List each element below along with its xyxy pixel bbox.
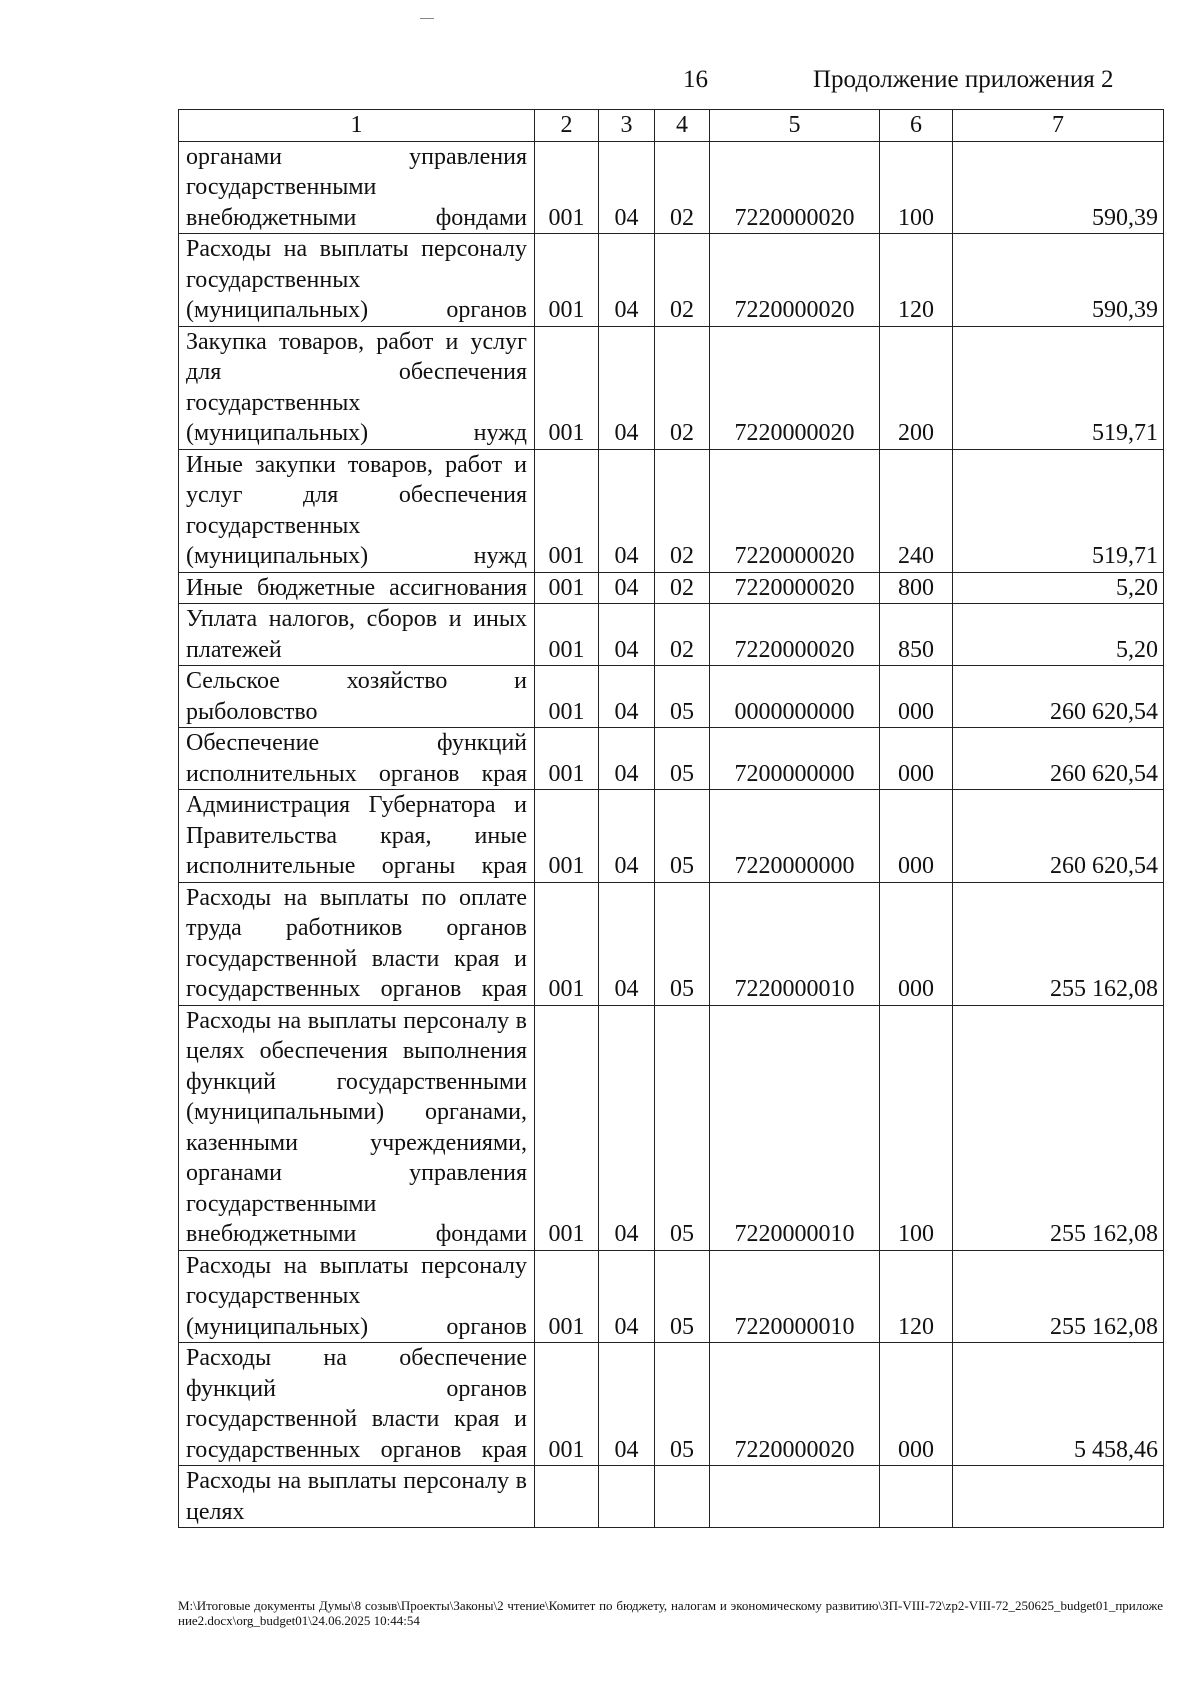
target-article-cell: 7220000020 bbox=[710, 1343, 880, 1466]
target-article-cell: 7220000010 bbox=[710, 882, 880, 1005]
section-code-cell bbox=[599, 1466, 655, 1528]
scan-mark bbox=[420, 18, 434, 19]
header-cell: 5 bbox=[710, 110, 880, 142]
subsection-code-cell: 05 bbox=[655, 1343, 710, 1466]
expense-type-cell: 000 bbox=[880, 882, 953, 1005]
table-row bbox=[179, 728, 1164, 790]
header-cell: 1 bbox=[179, 110, 535, 142]
expense-name-cell: Иные закупки товаров, работ и услуг для обеспечения государственных (муниципальных) нужд bbox=[179, 449, 535, 572]
header-cell: 4 bbox=[655, 110, 710, 142]
subsection-code-cell bbox=[655, 1466, 710, 1528]
expense-type-cell: 800 bbox=[880, 572, 953, 604]
subsection-code-cell: 05 bbox=[655, 1250, 710, 1343]
file-path-footer: M:\Итоговые документы Думы\8 созыв\Проекты\Законы\2 чтение\Комитет по бюджету, налогам и экономическому развитию\ЗП-VIII-72\zp2-VIII-72_250625_budget01_приложение2.docx\org_budget01\24.06.2025 10:44:54 bbox=[178, 1598, 1163, 1628]
target-article-cell: 7220000020 bbox=[710, 141, 880, 234]
target-article-cell: 0000000000 bbox=[710, 666, 880, 728]
amount-cell bbox=[953, 1466, 1164, 1528]
expense-type-cell: 100 bbox=[880, 141, 953, 234]
ministry-code-cell: 001 bbox=[535, 572, 599, 604]
ministry-code-cell: 001 bbox=[535, 1343, 599, 1466]
expense-name-cell: Иные бюджетные ассигнования bbox=[179, 572, 535, 604]
section-code-cell: 04 bbox=[599, 449, 655, 572]
table-row bbox=[179, 141, 1164, 234]
expense-name-cell: Расходы на выплаты персоналу государственных (муниципальных) органов bbox=[179, 1250, 535, 1343]
expense-type-cell: 000 bbox=[880, 1343, 953, 1466]
expense-name-cell: Обеспечение функций исполнительных органов края bbox=[179, 728, 535, 790]
subsection-code-cell: 05 bbox=[655, 666, 710, 728]
target-article-cell: 7220000010 bbox=[710, 1250, 880, 1343]
table-row bbox=[179, 572, 1164, 604]
table-row bbox=[179, 604, 1164, 666]
table-row bbox=[179, 790, 1164, 883]
amount-cell: 5 458,46 bbox=[953, 1343, 1164, 1466]
subsection-code-cell: 05 bbox=[655, 790, 710, 883]
section-code-cell: 04 bbox=[599, 790, 655, 883]
table-row bbox=[179, 449, 1164, 572]
header-cell: 2 bbox=[535, 110, 599, 142]
expense-type-cell: 850 bbox=[880, 604, 953, 666]
section-code-cell: 04 bbox=[599, 1005, 655, 1250]
target-article-cell: 7200000000 bbox=[710, 728, 880, 790]
page-number: 16 bbox=[683, 66, 708, 93]
expense-type-cell: 120 bbox=[880, 234, 953, 327]
target-article-cell: 7220000020 bbox=[710, 604, 880, 666]
table-row bbox=[179, 666, 1164, 728]
expense-type-cell: 200 bbox=[880, 326, 953, 449]
header-cell: 3 bbox=[599, 110, 655, 142]
section-code-cell: 04 bbox=[599, 728, 655, 790]
amount-cell: 260 620,54 bbox=[953, 666, 1164, 728]
subsection-code-cell: 05 bbox=[655, 882, 710, 1005]
subsection-code-cell: 05 bbox=[655, 1005, 710, 1250]
table-row bbox=[179, 234, 1164, 327]
subsection-code-cell: 02 bbox=[655, 234, 710, 327]
expense-name-cell: Уплата налогов, сборов и иных платежей bbox=[179, 604, 535, 666]
subsection-code-cell: 02 bbox=[655, 572, 710, 604]
header-cell: 6 bbox=[880, 110, 953, 142]
expense-name-cell: Сельское хозяйство и рыболовство bbox=[179, 666, 535, 728]
subsection-code-cell: 02 bbox=[655, 326, 710, 449]
expense-name-cell: Администрация Губернатора и Правительства края, иные исполнительные органы края bbox=[179, 790, 535, 883]
expense-type-cell: 000 bbox=[880, 666, 953, 728]
expense-name-cell: органами управления государственными внебюджетными фондами bbox=[179, 141, 535, 234]
expense-type-cell: 240 bbox=[880, 449, 953, 572]
section-code-cell: 04 bbox=[599, 326, 655, 449]
amount-cell: 590,39 bbox=[953, 141, 1164, 234]
expense-name-cell: Расходы на обеспечение функций органов государственной власти края и государственных органов края bbox=[179, 1343, 535, 1466]
section-code-cell: 04 bbox=[599, 141, 655, 234]
ministry-code-cell: 001 bbox=[535, 604, 599, 666]
header-row bbox=[179, 110, 1164, 142]
target-article-cell bbox=[710, 1466, 880, 1528]
subsection-code-cell: 02 bbox=[655, 604, 710, 666]
amount-cell: 519,71 bbox=[953, 326, 1164, 449]
expense-type-cell: 000 bbox=[880, 728, 953, 790]
amount-cell: 260 620,54 bbox=[953, 790, 1164, 883]
table-row bbox=[179, 1466, 1164, 1528]
expense-name-cell: Закупка товаров, работ и услуг для обеспечения государственных (муниципальных) нужд bbox=[179, 326, 535, 449]
ministry-code-cell: 001 bbox=[535, 326, 599, 449]
ministry-code-cell: 001 bbox=[535, 1005, 599, 1250]
ministry-code-cell: 001 bbox=[535, 1250, 599, 1343]
budget-table bbox=[178, 109, 1164, 1528]
ministry-code-cell: 001 bbox=[535, 141, 599, 234]
expense-name-cell: Расходы на выплаты персоналу государственных (муниципальных) органов bbox=[179, 234, 535, 327]
ministry-code-cell: 001 bbox=[535, 790, 599, 883]
ministry-code-cell: 001 bbox=[535, 728, 599, 790]
section-code-cell: 04 bbox=[599, 666, 655, 728]
amount-cell: 590,39 bbox=[953, 234, 1164, 327]
section-code-cell: 04 bbox=[599, 1343, 655, 1466]
ministry-code-cell: 001 bbox=[535, 666, 599, 728]
table-row bbox=[179, 1005, 1164, 1250]
target-article-cell: 7220000020 bbox=[710, 234, 880, 327]
section-code-cell: 04 bbox=[599, 572, 655, 604]
section-code-cell: 04 bbox=[599, 604, 655, 666]
amount-cell: 5,20 bbox=[953, 604, 1164, 666]
expense-name-cell: Расходы на выплаты персоналу в целях обеспечения выполнения функций государственными (муниципальными) органами, казенными учреждениями, органами управления государственными внебюджетными фондами bbox=[179, 1005, 535, 1250]
expense-type-cell bbox=[880, 1466, 953, 1528]
subsection-code-cell: 05 bbox=[655, 728, 710, 790]
ministry-code-cell: 001 bbox=[535, 234, 599, 327]
ministry-code-cell: 001 bbox=[535, 882, 599, 1005]
amount-cell: 255 162,08 bbox=[953, 1250, 1164, 1343]
header-cell: 7 bbox=[953, 110, 1164, 142]
ministry-code-cell: 001 bbox=[535, 449, 599, 572]
target-article-cell: 7220000020 bbox=[710, 572, 880, 604]
amount-cell: 255 162,08 bbox=[953, 882, 1164, 1005]
ministry-code-cell bbox=[535, 1466, 599, 1528]
amount-cell: 5,20 bbox=[953, 572, 1164, 604]
expense-name-cell: Расходы на выплаты персоналу в целях bbox=[179, 1466, 535, 1528]
target-article-cell: 7220000000 bbox=[710, 790, 880, 883]
expense-name-cell: Расходы на выплаты по оплате труда работников органов государственной власти края и государственных органов края bbox=[179, 882, 535, 1005]
table-row bbox=[179, 326, 1164, 449]
appendix-caption: Продолжение приложения 2 bbox=[813, 66, 1114, 93]
section-code-cell: 04 bbox=[599, 882, 655, 1005]
table-row bbox=[179, 882, 1164, 1005]
expense-type-cell: 000 bbox=[880, 790, 953, 883]
subsection-code-cell: 02 bbox=[655, 141, 710, 234]
section-code-cell: 04 bbox=[599, 234, 655, 327]
expense-type-cell: 100 bbox=[880, 1005, 953, 1250]
table-row bbox=[179, 1250, 1164, 1343]
subsection-code-cell: 02 bbox=[655, 449, 710, 572]
expense-type-cell: 120 bbox=[880, 1250, 953, 1343]
target-article-cell: 7220000020 bbox=[710, 326, 880, 449]
target-article-cell: 7220000020 bbox=[710, 449, 880, 572]
table-row bbox=[179, 1343, 1164, 1466]
section-code-cell: 04 bbox=[599, 1250, 655, 1343]
amount-cell: 519,71 bbox=[953, 449, 1164, 572]
target-article-cell: 7220000010 bbox=[710, 1005, 880, 1250]
amount-cell: 260 620,54 bbox=[953, 728, 1164, 790]
amount-cell: 255 162,08 bbox=[953, 1005, 1164, 1250]
